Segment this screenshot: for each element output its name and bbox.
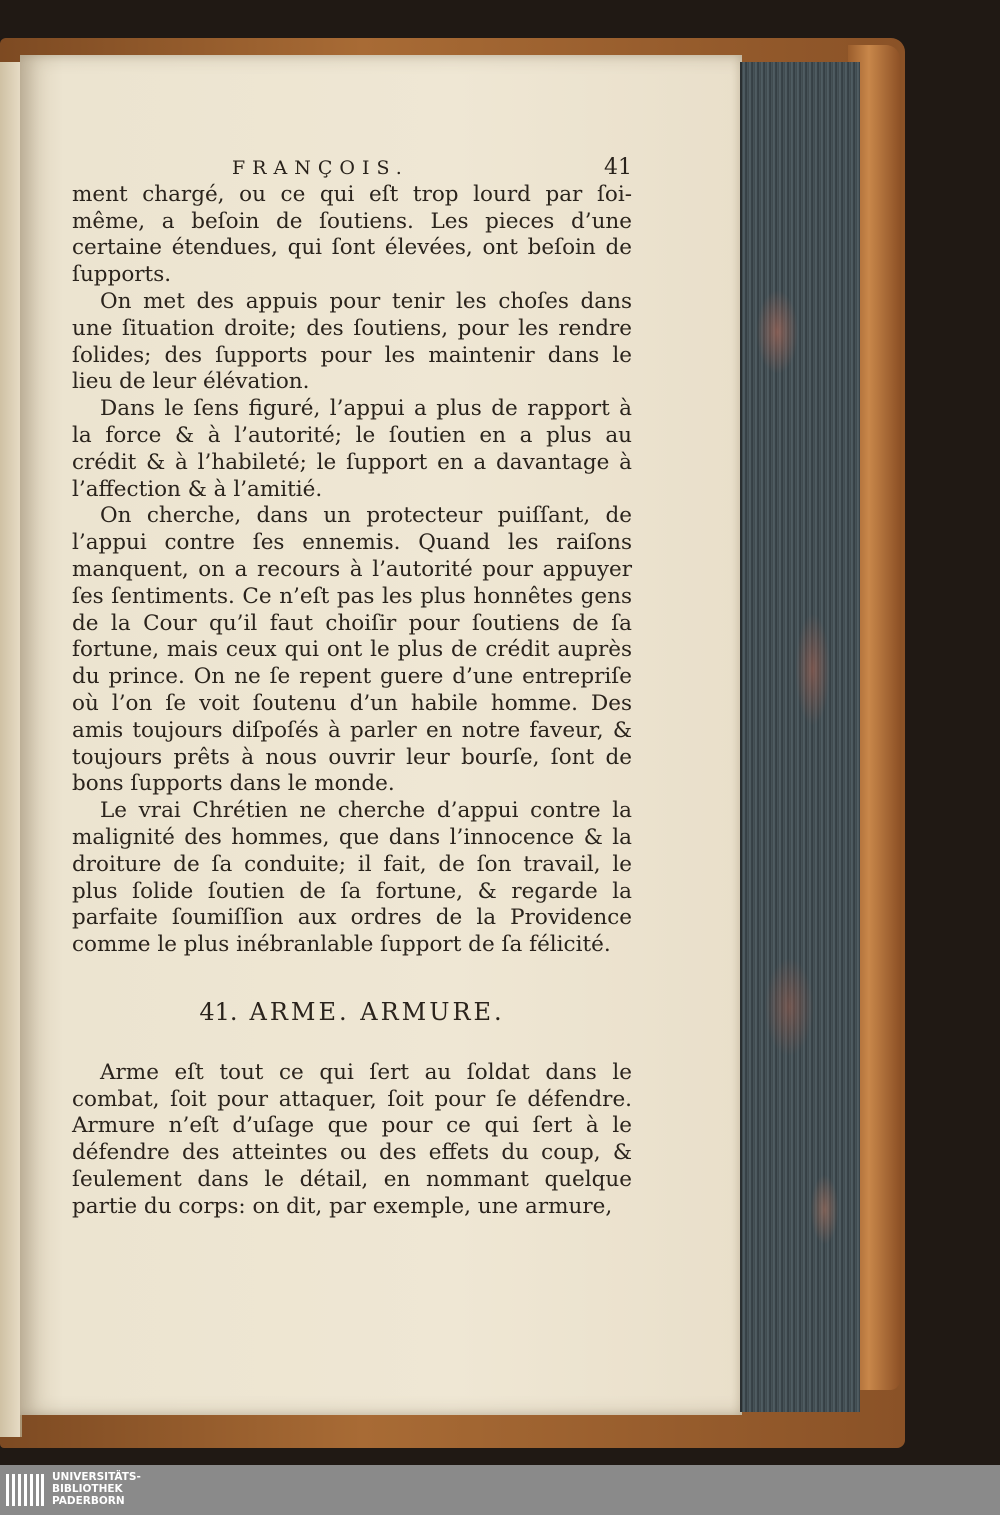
- paragraph-1: ment chargé, ou ce qui eſt trop lourd par ſoi-même, a beſoin de ſoutiens. Les pieces d’une certaine étendues, qui ſont élevées, ont beſoin de ſupports.: [72, 181, 632, 288]
- library-name-line-2: BIBLIOTHEK: [52, 1483, 123, 1495]
- library-name-line-1: UNIVERSITÄTS-: [52, 1471, 141, 1483]
- paragraph-3: Dans le ſens figuré, l’appui a plus de rapport à la force & à l’autorité; le ſoutien en a plus au crédit & à l’habileté; le ſupport en a davantage à l’affection & à l’amitié.: [72, 396, 632, 502]
- page-number: 41: [604, 155, 632, 180]
- section-heading: [72, 999, 632, 1026]
- library-name: [52, 1471, 141, 1507]
- paragraph-2: On met des appuis pour tenir les choſes dans une ſituation droite; des ſoutiens, pour les rendre ſolides; des ſupports pour les maintenir dans le lieu de leur élévation.: [72, 288, 632, 395]
- facing-page-edge: [0, 62, 22, 1437]
- page-text: [72, 155, 632, 1220]
- running-head: [72, 155, 632, 182]
- paragraph-5: Le vrai Chrétien ne cherche d’appui contre la malignité des hommes, que dans l’innocence & la droiture de ſa conduite; il fait, de ſon travail, le plus ſolide ſoutien de ſa fortune, & regarde la parfaite ſoumiſſion aux ordres de la Providence comme le plus inébranlable ſupport de ſa félicité.: [72, 798, 632, 958]
- section-title: ARME. ARMURE.: [249, 997, 505, 1026]
- running-head-title: FRANÇOIS.: [232, 157, 409, 179]
- section-paragraph: Arme eſt tout ce qui ſert au ſoldat dans le combat, ſoit pour attaquer, ſoit pour ſe défendre. Armure n’eſt d’uſage que pour ce qui ſert à le défendre des atteintes ou des effets du coup, & ſeulement dans le détail, en nommant quelque partie du corps: on dit, par exemple, une armure,: [72, 1059, 632, 1219]
- library-footer: [0, 1465, 1000, 1515]
- library-logo-icon: [6, 1472, 44, 1508]
- section-number: 41.: [199, 997, 238, 1026]
- library-name-line-3: PADERBORN: [52, 1495, 125, 1507]
- paragraph-4: On cherche, dans un protecteur puiſſant, de l’appui contre ſes ennemis. Quand les raiſons manquent, on a recours à l’autorité pour appuyer ſes ſentiments. Ce n’eſt pas les plus honnêtes gens de la Cour qu’il faut choiſir pour ſoutiens de ſa fortune, mais ceux qui ont le plus de crédit auprès du prince. On ne ſe repent guere d’une entrepriſe où l’on ſe voit ſoutenu d’un habile homme. Des amis toujours diſpoſés à parler en notre faveur, & toujours prêts à nous ouvrir leur bourſe, ſont de bons ſupports dans le monde.: [72, 503, 632, 797]
- marbled-page-edges: [740, 62, 860, 1412]
